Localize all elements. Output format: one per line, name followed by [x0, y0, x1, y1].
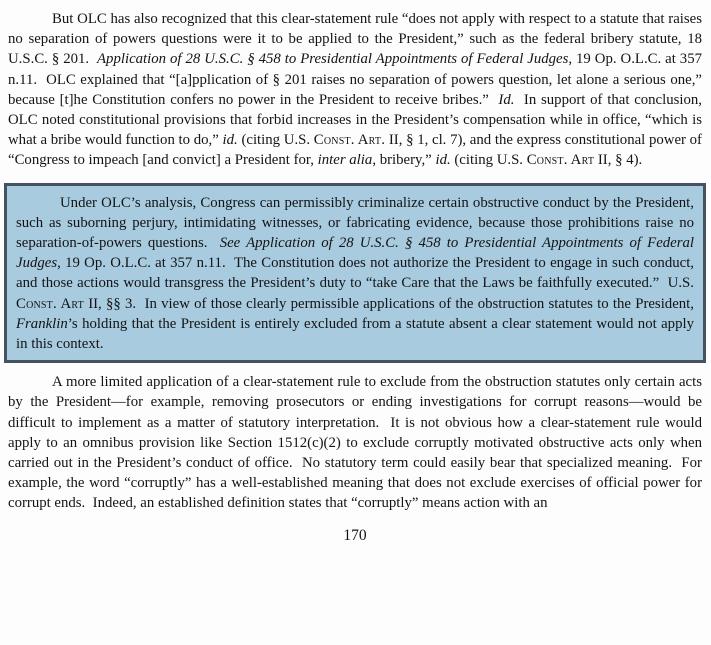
text-segment-normal: But OLC has also recognized that this clear-statement rule “does not apply with respect to a statute that raises no separation of powers questions were it to be applied to the President,” such as the federal bribery statute, 18 U.S.C. § 201.	[8, 11, 706, 68]
text-segment-smallcaps: Const. Art	[526, 152, 595, 169]
text-segment-normal: ’s holding that the President is entirely excluded from a statute absent a clear statement would not apply in this context.	[16, 315, 698, 353]
text-segment-normal: (citing U.S.	[237, 132, 314, 149]
text-segment-italic: See Application of 28 U.S.C. § 458 to Presidential Appointments of Federal Judges	[16, 235, 698, 272]
paragraph-olc-analysis-highlighted	[16, 193, 698, 355]
text-segment-normal: A more limited application of a clear-statement rule to exclude from the obstruction statutes only certain acts by the President—for example, removing prosecutors or ending investigations for corrupt reasons—would be difficult to implement as a matter of statutory interpretation. It is not obvious how a clear-statement rule would apply to an omnibus provision like Section 1512(c)(2) to exclude corruptly motivated obstructive acts only when carried out in the President’s conduct of office. No statutory term could easily bear that specialized meaning. For example, the word “corruptly” has a well-established meaning that does not exclude exercises of official power for corrupt ends. Indeed, an established definition states that “corruptly” means action with an	[8, 374, 706, 512]
text-segment-smallcaps: Const. Art	[16, 295, 84, 312]
paragraph-olc-bribery-statute	[8, 9, 706, 171]
paragraph-limited-application	[8, 372, 706, 513]
text-segment-italic: Application of 28 U.S.C. § 458 to Presidential Appointments of Federal Judges	[97, 51, 569, 68]
highlighted-passage-box	[4, 183, 706, 364]
text-segment-normal: II, § 1, cl. 7), and the express constitutional power of “Congress to impeach [and convict] a President for,	[8, 132, 706, 169]
text-segment-italic: id.	[222, 132, 238, 149]
text-segment-normal: , 19 Op. O.L.C. at 357 n.11. The Constitution does not authorize the President to engage in such conduct, and those actions would transgress the President’s duty to “take Care that the Laws be faithfully executed.” U.S.	[16, 255, 698, 292]
text-segment-italic: Franklin	[16, 315, 68, 332]
text-segment-normal: II, § 4).	[594, 152, 643, 169]
text-segment-normal: Under OLC’s analysis, Congress can permissibly criminalize certain obstructive conduct by the President, such as suborning perjury, intimidating witnesses, or fabricating evidence, because those prohibitions raise no separation-of-powers questions.	[16, 194, 698, 252]
text-segment-normal: II, §§ 3. In view of those clearly permissible applications of the obstruction statutes to the President,	[83, 295, 698, 312]
text-segment-normal: (citing U.S.	[450, 152, 527, 169]
text-segment-normal: In support of that conclusion, OLC noted constitutional provisions that forbid increases in the President’s compensation while in office, “which is what a bribe would function to do,”	[8, 91, 706, 149]
text-segment-normal: , bribery,”	[372, 152, 436, 169]
text-segment-smallcaps: Const. Art.	[313, 132, 386, 149]
text-segment-italic: id.	[435, 152, 451, 169]
text-segment-normal: , 19 Op. O.L.C. at 357 n.11. OLC explained that “[a]pplication of § 201 raises no separation of powers question, let alone a serious one,” because [t]he Constitution confers no power in the President to receive bribes.”	[8, 51, 706, 108]
text-segment-italic: inter alia	[317, 152, 373, 169]
text-segment-italic: Id.	[498, 91, 515, 108]
page-number: 170	[343, 526, 367, 544]
